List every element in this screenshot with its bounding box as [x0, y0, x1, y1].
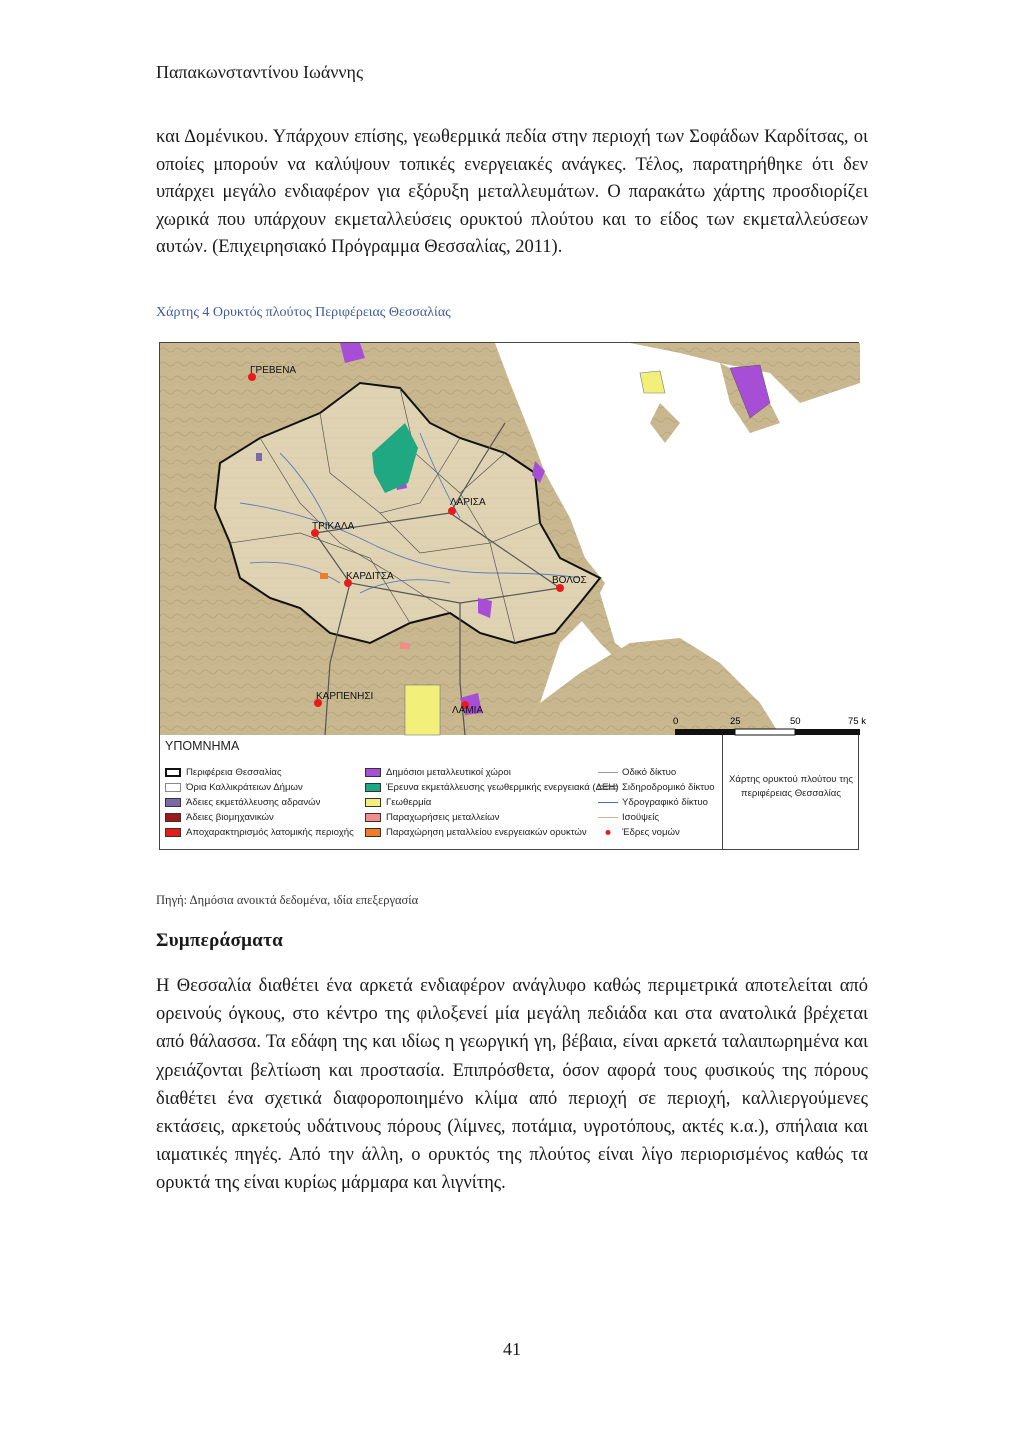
paragraph-conclusions: Η Θεσσαλία διαθέτει ένα αρκετά ενδιαφέρον ανάγλυφο καθώς περιμετρικά αποτελείται από ορεινούς όγκους, στο κέντρο της φιλοξενεί μία μεγάλη πεδιάδα και στα ανατολικά βρέχεται από θάλασσα. Τα εδάφη της και ιδίως η γεωργική γη, βέβαια, είναι αρκετά ταλαιπωρημένα και χρειάζονται βελτίωση και προστασία. Επιπρόσθετα, όσον αφορά τους φυσικούς της πόρους διαθέτει ένα σχετικά διαφοροποιημένο κλίμα από περιοχή σε περιοχή, καλλιεργούμενες εκτάσεις, αρκετούς υδάτινους πόρους (λίμνες, ποτάμια, υγροτόπους, ακτές κ.α.), σπήλαια και ιαματικές πηγές. Από την άλλη, ο ορυκτός της πλούτος είναι λίγο περιορισμένος καθώς τα ορυκτά της είναι κυρίως μάρμαρα και λιγνίτης. [156, 976, 868, 1194]
map-source: Πηγή: Δημόσια ανοικτά δεδομένα, ιδία επεξεργασία [156, 893, 419, 907]
city-label-lamia: ΛΑΜΙΑ [452, 705, 484, 716]
city-label-trikala: ΤΡΙΚΑΛΑ [312, 521, 355, 532]
section-heading-conclusions: Συμπεράσματα [156, 930, 284, 951]
legend-item: Ισοϋψείς [622, 812, 660, 823]
legend-column-3 [598, 765, 715, 840]
legend-column-2 [365, 765, 619, 840]
legend-item: Αποχαρακτηρισμός λατομικής περιοχής [165, 825, 354, 840]
legend-item: Οδικό δίκτυο [622, 767, 677, 778]
legend-column-1 [165, 765, 354, 840]
page-number: 41 [503, 1339, 521, 1359]
paragraph-intro: και Δομένικου. Υπάρχουν επίσης, γεωθερμικά πεδία στην περιοχή των Σοφάδων Καρδίτσας, οι οποίες μπορούν να καλύψουν τοπικές ενεργειακές ανάγκες. Τέλος, παρατηρήθηκε ότι δεν υπάρχει μεγάλο ενδιαφέρον για εξόρυξη μεταλλευμάτων. Ο παρακάτω χάρτης προσδιορίζει χωρικά που υπάρχουν εκμεταλλεύσεις ορυκτού πλούτου και το είδος των εκμεταλλεύσεων αυτών. (Επιχειρησιακό Πρόγραμμα Θεσσαλίας, 2011). [156, 127, 868, 258]
legend-divider [722, 735, 723, 849]
map-caption: Χάρτης 4 Ορυκτός πλούτος Περιφέρειας Θεσσαλίας [156, 305, 451, 320]
legend-item: Υδρογραφικό δίκτυο [622, 797, 709, 808]
legend-item: Όρια Καλλικράτειων Δήμων [165, 780, 354, 795]
city-label-karditsa: ΚΑΡΔΙΤΣΑ [346, 571, 394, 582]
scale-tick-0: 0 [673, 716, 679, 727]
legend-item: Παραχώρηση μεταλλείου ενεργειακών ορυκτών [365, 825, 619, 840]
city-label-larisa: ΛΑΡΙΣΑ [450, 497, 486, 508]
legend-item: Γεωθερμία [365, 795, 619, 810]
legend-item: Σιδηροδρομικό δίκτυο [622, 782, 715, 793]
legend-item: Περιφέρεια Θεσσαλίας [165, 765, 354, 780]
thessaly-map-image [160, 343, 866, 735]
scale-tick-25: 25 [730, 716, 741, 727]
map-figure [159, 342, 866, 850]
legend-item: Παραχωρήσεις μεταλλείων [365, 810, 619, 825]
legend-note: Χάρτης ορυκτού πλούτου της περιφέρειας Θεσσαλίας [729, 774, 853, 799]
scale-tick-75: 75 k [848, 716, 866, 727]
legend-item: Άδειες βιομηχανικών [165, 810, 354, 825]
legend-item: Έδρες νομών [598, 825, 715, 840]
city-label-grevena: ΓΡΕΒΕΝΑ [250, 365, 297, 376]
city-label-volos: ΒΟΛΟΣ [552, 575, 587, 586]
scale-tick-50: 50 [790, 716, 801, 727]
page-header-author: Παπακωνσταντίνου Ιωάννης [156, 62, 364, 82]
map-legend [160, 735, 858, 849]
legend-item: Δημόσιοι μεταλλευτικοί χώροι [365, 765, 619, 780]
city-label-karpenisi: ΚΑΡΠΕΝΗΣΙ [316, 691, 374, 702]
legend-title: ΥΠΟΜΝΗΜΑ [165, 739, 240, 753]
legend-item: Έρευνα εκμετάλλευσης γεωθερμικής ενεργειακά (ΔΕΗ) [365, 780, 619, 795]
legend-item: Άδειες εκμετάλλευσης αδρανών [165, 795, 354, 810]
